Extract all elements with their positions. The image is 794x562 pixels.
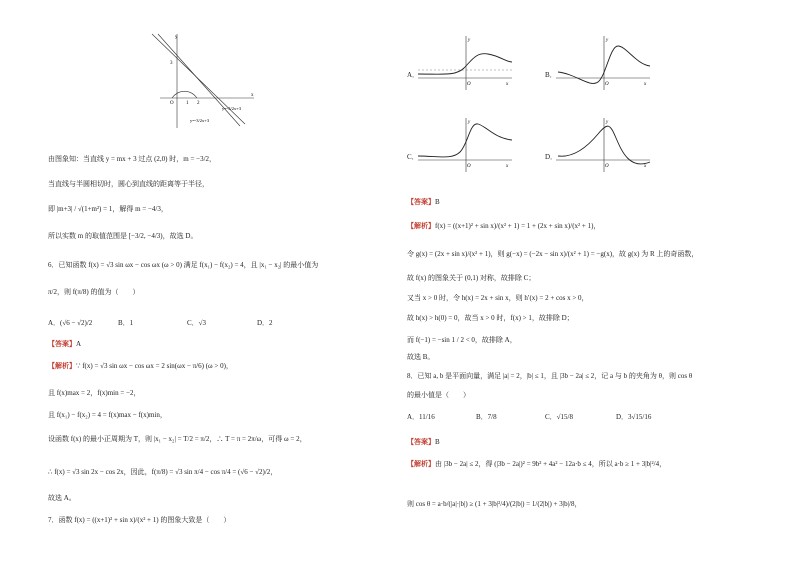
q8-stem-a: 8．已知 a, b 是平面向量，满足 |a| = 2，|b| ≤ 1，且 |3b − 2a| ≤ 2，记 a 与 b 的夹角为 θ，则 cos θ: [407, 372, 693, 380]
q8-stem-b: 的最小值是（ ）: [407, 391, 470, 399]
tangent-line: [158, 34, 240, 126]
answer-value: B: [435, 438, 440, 446]
graph-c-o-label: O: [467, 164, 471, 169]
solution-label: 【解析】: [48, 362, 76, 370]
answer-value: A: [76, 340, 82, 348]
q6-solution-2: 且 f(x)max = 2，f(x)min = −2，: [48, 389, 141, 397]
graph-b: [556, 34, 652, 92]
graph-a: [418, 34, 514, 92]
fig-one-label: 1: [186, 101, 189, 106]
q8-answer: [407, 438, 440, 447]
fig-two-label: 2: [197, 101, 200, 106]
tangent-figure: [150, 32, 260, 132]
sol5-line1: 由图象知：当直线 y = mx + 3 过点 (2,0) 时，m = −3/2，: [48, 155, 217, 163]
graph-d-o-label: O: [605, 164, 609, 169]
q8-option-b: B．7/8: [476, 413, 497, 421]
sol5-line2: 当直线与半圆相切时，圆心到直线的距离等于半径，: [48, 180, 209, 188]
q8-solution-2: 则 cos θ = a·b/(|a|·|b|) ≥ (1 + 3|b|²/4)/(2|b|) = 1/(2|b|) + 3|b|/8，: [407, 500, 582, 508]
q8-option-d: D．3√15/16: [616, 413, 652, 421]
fig-eq2-label: y=-3/2x+3: [190, 118, 210, 123]
q6-solution-5: ∴ f(x) = √3 sin 2x − cos 2x，因此，f(π/8) = √3 sin π/4 − cos π/4 = (√6 − √2)/2，: [48, 468, 278, 476]
q6-solution-1: [48, 362, 233, 371]
graph-c-curve: [418, 124, 512, 157]
q7-solution-3: 故 f(x) 的图象关于 (0,1) 对称，故排除 C；: [407, 274, 536, 282]
q6-solution-4: 设函数 f(x) 的最小正周期为 T，则 |x₁ − x₂| = T/2 = π/2，∴ T = π = 2π/ω，可得 ω = 2，: [48, 435, 307, 443]
q8-option-a: A．11/16: [407, 413, 435, 421]
fig-eq1-label: y=-3/2x+3: [222, 106, 242, 111]
fig-o-label: O: [170, 101, 174, 106]
q7-solution-7: 故选 B。: [407, 353, 435, 361]
q6-stem-b: π/2，则 f(π/8) 的值为（ ）: [48, 288, 140, 296]
q7-solution-2: 令 g(x) = (2x + sin x)/(x² + 1)，则 g(−x) = (−2x − sin x)/(x² + 1) = −g(x)，故 g(x) 为 R 上的奇函数，: [407, 250, 699, 258]
fig-three-label: 3: [170, 61, 173, 66]
graph-b-label: B．: [545, 71, 557, 79]
q7-solution-5: 故 h(x) > h(0) = 0，故当 x > 0 时，f(x) > 1，故排除 D；: [407, 314, 574, 322]
graph-d: [556, 116, 652, 174]
solution-text: f(x) = ((x+1)² + sin x)/(x² + 1) = 1 + (2x + sin x)/(x² + 1)，: [435, 222, 601, 230]
graph-c-y-label: y: [468, 120, 471, 125]
q8-solution-1: [407, 460, 666, 469]
graph-b-x-label: x: [644, 82, 647, 87]
q6-option-c: C．√3: [187, 319, 207, 327]
q7-solution-6: 而 f(−1) = −sin 1 / 2 < 0，故排除 A，: [407, 336, 517, 344]
answer-label: 【答案】: [407, 198, 435, 206]
q7-solution-4: 又当 x > 0 时，令 h(x) = 2x + sin x，则 h′(x) = 2 + cos x > 0，: [407, 294, 589, 302]
q6-stem-a: 6．已知函数 f(x) = √3 sin ωx − cos ωx (ω > 0) 满足 f(x₁) − f(x₂) = 4，且 |x₁ − x₂| 的最小值为: [48, 261, 319, 269]
answer-value: B: [435, 198, 440, 206]
graph-b-y-label: y: [606, 38, 609, 43]
q8-option-c: C．√15/8: [545, 413, 573, 421]
graph-a-y-label: y: [468, 38, 471, 43]
q7-solution-1: [407, 222, 600, 231]
answer-label: 【答案】: [407, 438, 435, 446]
graph-c: [418, 116, 514, 174]
graph-d-x-label: x: [644, 164, 647, 169]
graph-d-y-label: y: [606, 120, 609, 125]
graph-a-o-label: O: [467, 82, 471, 87]
q7-answer: [407, 198, 440, 207]
q6-solution-6: 故选 A。: [48, 494, 76, 502]
q7-stem: 7．函数 f(x) = ((x+1)² + sin x)/(x² + 1) 的图象大致是（ ）: [48, 516, 231, 524]
solution-label: 【解析】: [407, 222, 435, 230]
graph-a-x-label: x: [506, 82, 509, 87]
q6-option-a: A．(√6 − √2)/2: [48, 319, 93, 327]
q6-solution-3: 且 f(x₁) − f(x₂) = 4 = f(x)max − f(x)min，: [48, 411, 167, 419]
sol5-line3: 即 |m+3| / √(1+m²) = 1，解得 m = −4/3，: [48, 205, 168, 213]
graph-a-label: A．: [407, 71, 420, 79]
graph-a-curve: [418, 54, 512, 75]
graph-c-label: C．: [407, 153, 419, 161]
solution-text: ∵ f(x) = √3 sin ωx − cos ωx = 2 sin(ωx − π/6) (ω > 0)，: [76, 362, 233, 370]
solution-text: 由 |3b − 2a| ≤ 2，得 (|3b − 2a|)² = 9b² + 4a² − 12a·b ≤ 4，所以 a·b ≥ 1 + 3|b|²/4，: [435, 460, 667, 468]
q6-answer: [48, 340, 81, 349]
graph-c-x-label: x: [506, 164, 509, 169]
graph-b-o-label: O: [605, 82, 609, 87]
semicircle: [172, 91, 197, 98]
fig-y-label: y: [175, 35, 178, 40]
fig-x-label: x: [251, 93, 254, 98]
graph-d-label: D．: [545, 153, 558, 161]
q6-option-b: B．1: [118, 319, 134, 327]
answer-label: 【答案】: [48, 340, 76, 348]
q6-option-d: D．2: [257, 319, 273, 327]
solution-label: 【解析】: [407, 460, 435, 468]
sol5-line4: 所以实数 m 的取值范围是 [−3/2, −4/3)，故选 D。: [48, 232, 198, 240]
